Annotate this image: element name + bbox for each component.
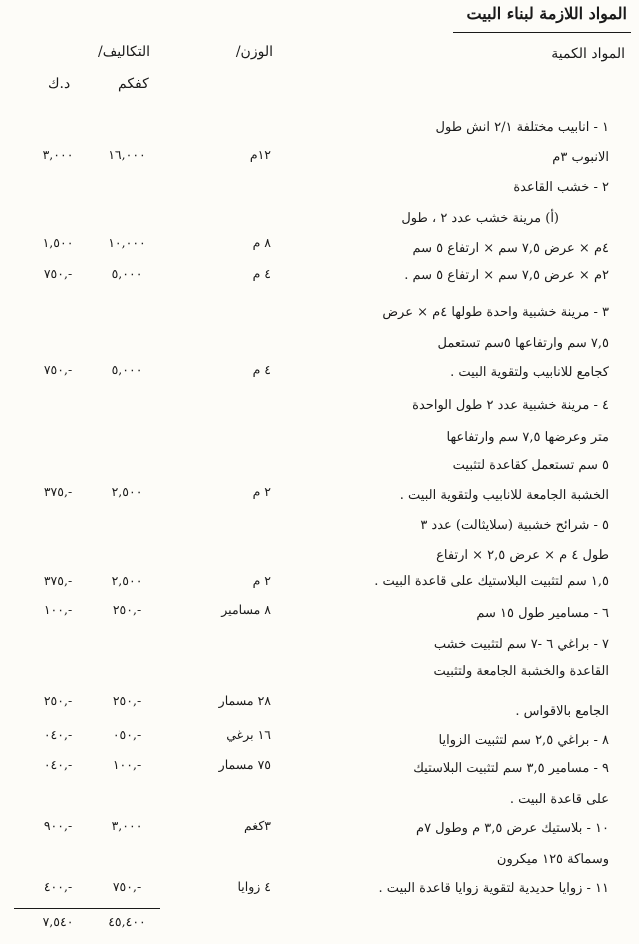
total-kafkam: ٤٥,٤٠٠: [108, 914, 146, 929]
header-materials: المواد الكمية: [551, 46, 625, 62]
material-line: ٨ - براغي ٢,٥ سم لتثبيت الزوايا: [438, 733, 609, 748]
material-line: ٧,٥ سم وارتفاعها ٥سم تستعمل: [437, 336, 609, 351]
entry-kafkam: -,٢٥٠: [112, 693, 142, 708]
entry-weight: ٧٥ مسمار: [218, 757, 271, 772]
entry-kafkam: -,٢٥٠: [112, 602, 142, 617]
entry-kafkam: ٢,٥٠٠: [111, 573, 143, 588]
entry-kafkam: ١٠,٠٠٠: [108, 235, 146, 250]
total-dk: ٧,٥٤٠: [42, 914, 74, 929]
entry-dk: -,٧٥٠: [43, 266, 73, 281]
material-line: ٢ - خشب القاعدة: [513, 180, 609, 195]
material-line: ١,٥ سم لتثبيت البلاستيك على قاعدة البيت .: [374, 574, 609, 589]
material-line: على قاعدة البيت .: [509, 792, 609, 807]
entry-weight: ٤ زوايا: [237, 879, 271, 894]
material-line: ٩ - مسامير ٣,٥ سم لتثبيت البلاستيك: [413, 761, 609, 776]
material-line: متر وعرضها ٧,٥ سم وارتفاعها: [446, 430, 609, 445]
entry-kafkam: ٥,٠٠٠: [111, 362, 143, 377]
entry-kafkam: -,٧٥٠: [112, 879, 142, 894]
header-costs: التكاليف/: [98, 44, 151, 60]
entry-dk: -,٢٥٠: [43, 693, 73, 708]
entry-weight: ٤ م: [252, 362, 271, 377]
entry-dk: ١,٥٠٠: [42, 235, 74, 250]
material-line: القاعدة والخشبة الجامعة ولتثبيت: [433, 664, 609, 679]
entry-weight: ٢ م: [252, 484, 271, 499]
material-line: ١١ - زوايا حديدية لتقوية زوايا قاعدة البيت .: [378, 881, 609, 896]
entry-weight: ٨ مسامير: [221, 602, 271, 617]
entry-weight: ٤ م: [252, 266, 271, 281]
material-line: ٧ - براغي ٦ -٧ سم لتثبيت خشب: [433, 637, 609, 652]
entry-dk: -,٠٤٠: [43, 727, 73, 742]
material-line: ٦ - مسامير طول ١٥ سم: [476, 606, 609, 621]
entry-kafkam: -,٠٥٠: [112, 727, 142, 742]
entry-weight: ٣كغم: [243, 818, 271, 833]
entry-kafkam: ١٦,٠٠٠: [108, 147, 146, 162]
material-line: الجامع بالاقواس .: [515, 704, 609, 719]
entry-dk: -,٤٠٠: [43, 879, 73, 894]
entry-weight: ٢ م: [252, 573, 271, 588]
material-line: ٤ - مرينة خشبية عدد ٢ طول الواحدة: [412, 398, 609, 413]
header-dk: د.ك: [48, 76, 71, 92]
entry-kafkam: ٢,٥٠٠: [111, 484, 143, 499]
entry-kafkam: ٥,٠٠٠: [111, 266, 143, 281]
material-line: ١٠ - بلاستيك عرض ٣,٥ م وطول ٧م: [416, 821, 609, 836]
material-line: ٤م × عرض ٧,٥ سم × ارتفاع ٥ سم: [412, 241, 609, 256]
material-line: ٢م × عرض ٧,٥ سم × ارتفاع ٥ سم .: [404, 268, 609, 283]
material-line: وسماكة ١٢٥ ميكرون: [496, 852, 609, 867]
material-line: (أ) مرينة خشب عدد ٢ ، طول: [401, 211, 559, 226]
material-line: طول ٤ م × عرض ٢,٥ × ارتفاع: [436, 548, 609, 563]
header-kafkam: كفكم: [118, 76, 149, 92]
material-line: ٣ - مرينة خشبية واحدة طولها ٤م × عرض: [382, 305, 609, 320]
entry-dk: -,٣٧٥: [43, 484, 73, 499]
material-line: ١ - انابيب مختلفة ٢/١ انش طول: [435, 120, 609, 135]
entry-kafkam: ٣,٠٠٠: [111, 818, 143, 833]
page-title: المواد اللازمة لبناء البيت: [466, 4, 627, 23]
entry-weight: ١٢م: [249, 147, 271, 162]
entry-weight: ٨ م: [252, 235, 271, 250]
material-line: الانبوب ٣م: [552, 150, 609, 165]
entry-weight: ١٦ برغي: [226, 727, 271, 742]
total-rule-kafkam: [84, 908, 160, 909]
header-weight: الوزن/: [235, 44, 273, 60]
material-line: الخشبة الجامعة للانابيب ولتقوية البيت .: [399, 488, 609, 503]
entry-dk: -,٧٥٠: [43, 362, 73, 377]
entry-dk: -,٩٠٠: [43, 818, 73, 833]
material-line: ٥ سم تستعمل كقاعدة لتثبيت: [452, 458, 609, 473]
entry-dk: -,١٠٠: [43, 602, 73, 617]
entry-dk: ٣,٠٠٠: [42, 147, 74, 162]
entry-dk: -,٠٤٠: [43, 757, 73, 772]
material-line: كجامع للانابيب ولتقوية البيت .: [450, 365, 609, 380]
entry-kafkam: -,١٠٠: [112, 757, 142, 772]
title-underline: [453, 32, 631, 33]
entry-weight: ٢٨ مسمار: [218, 693, 271, 708]
material-line: ٥ - شرائح خشبية (سلايثالت) عدد ٣: [420, 518, 609, 533]
entry-dk: -,٣٧٥: [43, 573, 73, 588]
total-rule-dk: [14, 908, 90, 909]
